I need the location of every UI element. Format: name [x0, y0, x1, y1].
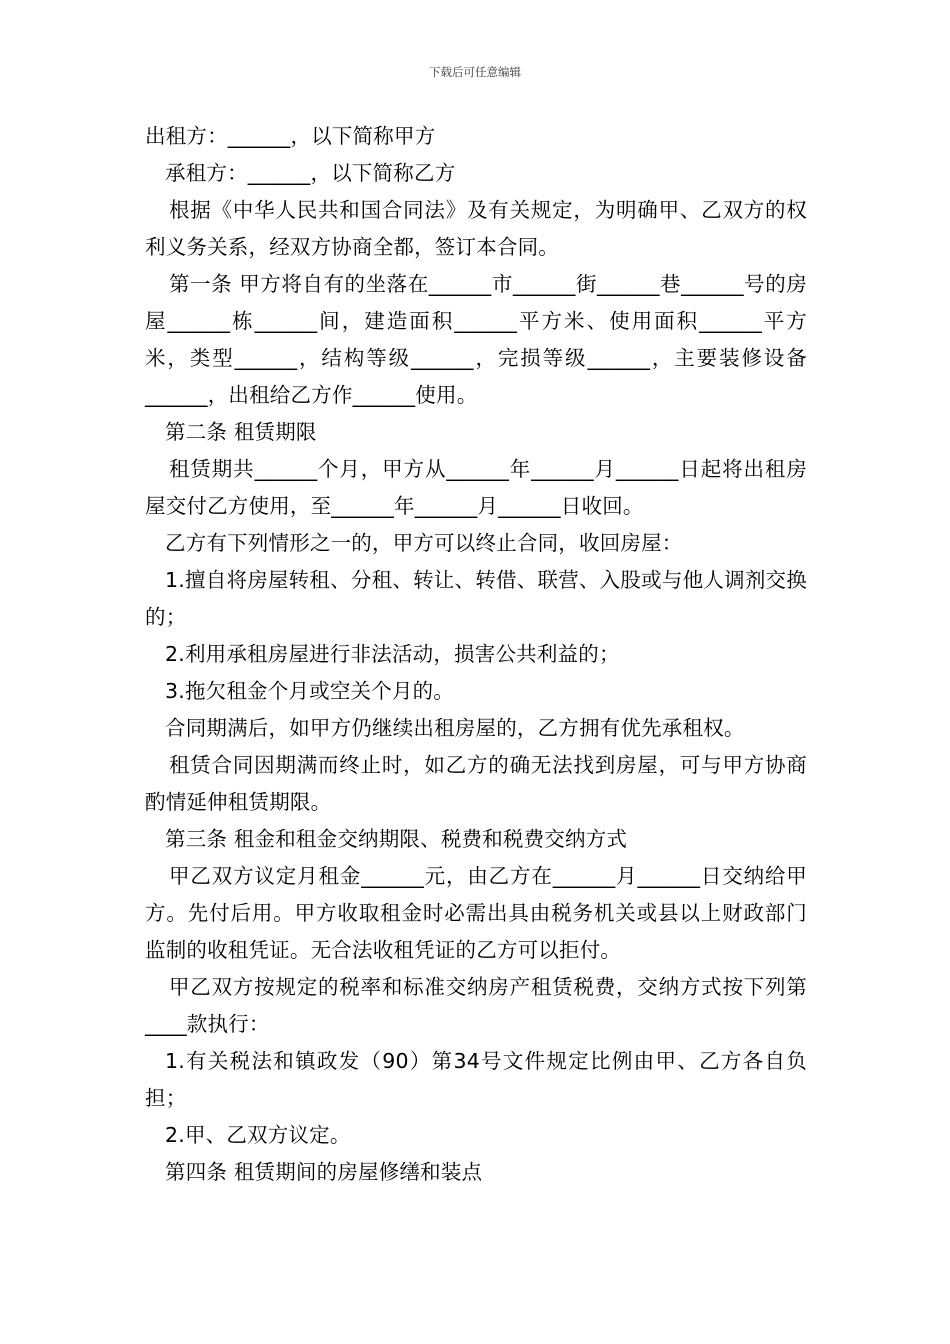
- heading-article-3: 第三条 租金和租金交纳期限、税费和税费交纳方式: [165, 827, 628, 851]
- paragraph-lessee: 承租方：______，以下简称乙方: [165, 161, 456, 185]
- list-item-termination-2: 2.利用承租房屋进行非法活动，损害公共利益的；: [165, 642, 620, 666]
- page-header: 下载后可任意编辑: [429, 65, 521, 79]
- list-item-termination-1: 1.擅自将房屋转租、分租、转让、转借、联营、入股或与他人调剂交换的；: [145, 568, 807, 629]
- paragraph-preamble: 根据《中华人民共和国合同法》及有关规定，为明确甲、乙双方的权利义务关系，经双方协商全都，签订本合同。: [145, 198, 807, 259]
- paragraph-rent: 甲乙双方议定月租金______元，由乙方在______月______日交纳给甲方。先付后用。甲方收取租金时必需出具由税务机关或县以上财政部门监制的收租凭证。无合法收租凭证的乙方可以拒付。: [145, 864, 807, 962]
- paragraph-lease-term: 租赁期共______个月，甲方从______年______月______日起将出租房屋交付乙方使用，至______年______月______日收回。: [145, 457, 807, 518]
- heading-article-4: 第四条 租赁期间的房屋修缮和装点: [165, 1160, 483, 1184]
- paragraph-article-1: 第一条 甲方将自有的坐落在______市______街______巷______号的房屋______栋______间，建造面积______平方米、使用面积______平方米，类型______，结构等级______，完损等级______，主要装修设备______，出租给乙方作______使用。: [145, 272, 807, 407]
- paragraph-lessor: 出租方：______，以下简称甲方: [145, 124, 436, 148]
- list-item-termination-3: 3.拖欠租金个月或空关个月的。: [165, 679, 455, 703]
- document-body: [145, 118, 807, 1191]
- paragraph-extension: 租赁合同因期满而终止时，如乙方的确无法找到房屋，可与甲方协商酌情延伸租赁期限。: [145, 753, 807, 814]
- paragraph-termination-intro: 乙方有下列情形之一的，甲方可以终止合同，收回房屋：: [165, 531, 683, 555]
- paragraph-tax: 甲乙双方按规定的税率和标准交纳房产租赁税费，交纳方式按下列第____款执行：: [145, 975, 807, 1036]
- heading-article-2: 第二条 租赁期限: [165, 420, 317, 444]
- list-item-tax-2: 2.甲、乙双方议定。: [165, 1123, 351, 1147]
- list-item-tax-1: 1.有关税法和镇政发（90）第34号文件规定比例由甲、乙方各自负担；: [145, 1049, 807, 1110]
- paragraph-priority-right: 合同期满后，如甲方仍继续出租房屋的，乙方拥有优先承租权。: [165, 716, 745, 740]
